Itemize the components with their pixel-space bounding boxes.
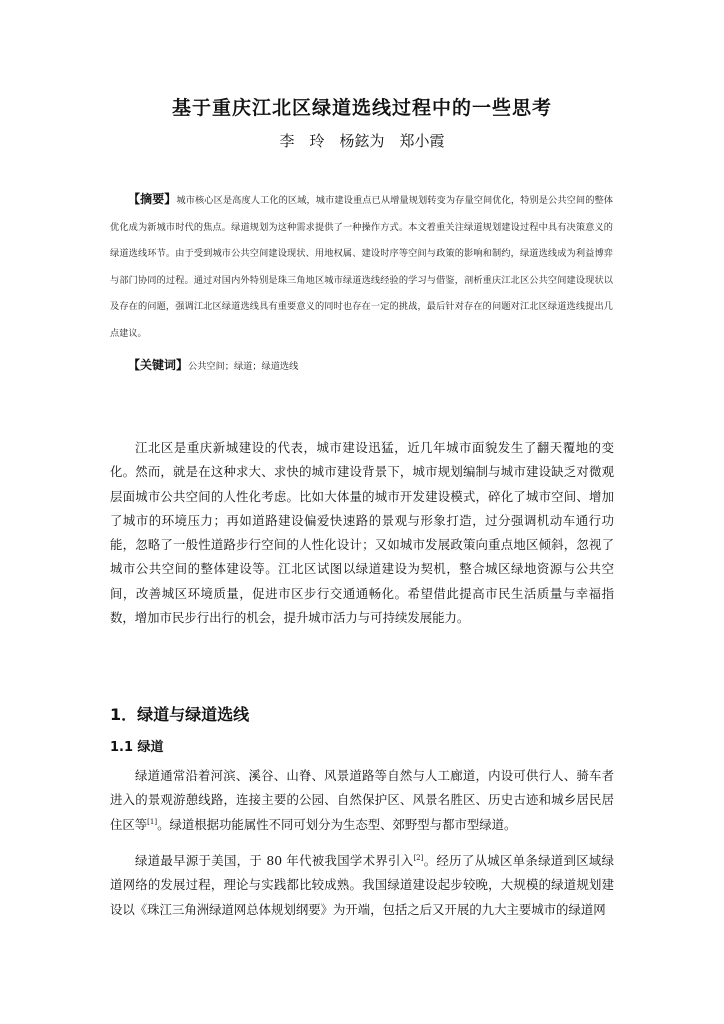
paragraph-text: 绿道最早源于美国，于 80 年代被我国学术界引入 bbox=[135, 853, 414, 868]
abstract-label: 【摘要】 bbox=[128, 192, 177, 206]
intro-paragraph: 江北区是重庆新城建设的代表，城市建设迅猛，近几年城市面貌发生了翻天覆地的变化。然而，就是在这种求大、求快的城市建设背景下，城市规划编制与城市建设缺乏对微观层面城市公共空间的人性化考虑。比如大体量的城市开发建设模式，碎化了城市空间、增加了城市的环境压力；再如道路建设偏爱快速路的景观与形象打造，过分强调机动车通行功能，忽略了一般性道路步行空间的人性化设计；又如城市发展政策向重点地区倾斜，忽视了城市公共空间的整体建设等。江北区试图以绿道建设为契机，整合城区绿地资源与公共空间，改善城区环境质量，促进市区步行交通通畅化。希望借此提高市民生活质量与幸福指数，增加市民步行出行的机会，提升城市活力与可持续发展能力。 bbox=[110, 440, 614, 626]
paper-title: 基于重庆江北区绿道选线过程中的一些思考 bbox=[171, 97, 552, 119]
citation-ref[interactable]: [2] bbox=[413, 853, 424, 862]
body-paragraph bbox=[110, 849, 614, 922]
abstract bbox=[110, 186, 613, 348]
keywords bbox=[128, 356, 618, 373]
keywords-label: 【关键词】 bbox=[128, 358, 189, 372]
keywords-text: 公共空间；绿道；绿道选线 bbox=[188, 361, 299, 372]
paper-authors: 李 玲 杨鉉为 郑小霞 bbox=[279, 132, 445, 150]
paragraph-text: 绿道通常沿着河滨、溪谷、山脊、风景道路等自然与人工廊道，内设可供行人、骑车者进入的景观游憩线路，连接主要的公园、自然保护区、风景名胜区、历史古迹和城乡居民居住区等 bbox=[110, 768, 614, 832]
abstract-text: 城市核心区是高度人工化的区域，城市建设重点已从增量规划转变为存量空间优化，特别是公共空间的整体优化成为新城市时代的焦点。绿道规划为这种需求提供了一种操作方式。本文着重关注绿道规划建设过程中具有决策意义的绿道选线环节。由于受到城市公共空间建设现状、用地权属、建设时序等空间与政策的影响和制约，绿道选线成为利益博弈与部门协同的过程。通过对国内外特别是珠三角地区城市绿道选线经验的学习与借鉴，剖析重庆江北区公共空间建设现状以及存在的问题，强调江北区绿道选线具有重要意义的同时也存在一定的挑战，最后针对存在的问题对江北区绿道选线提出几点建议。 bbox=[110, 195, 613, 339]
citation-ref[interactable]: [1] bbox=[147, 817, 158, 826]
paragraph-text: 。绿道根据功能属性不同可划分为生态型、郊野型与都市型绿道。 bbox=[157, 816, 517, 832]
body-paragraph bbox=[110, 764, 614, 837]
subsection-heading: 1.1 绿道 bbox=[110, 740, 164, 755]
section-heading: 1．绿道与绿道选线 bbox=[110, 705, 250, 724]
paragraph-text: 。经历了从城区单条绿道到区域绿道网络的发展过程，理论与实践都比较成熟。我国绿道建设起步较晚，大规模的绿道规划建设以《珠江三角洲绿道网总体规划纲要》为开端，包括之后又开展的九大主要城市的绿道网 bbox=[110, 853, 614, 917]
